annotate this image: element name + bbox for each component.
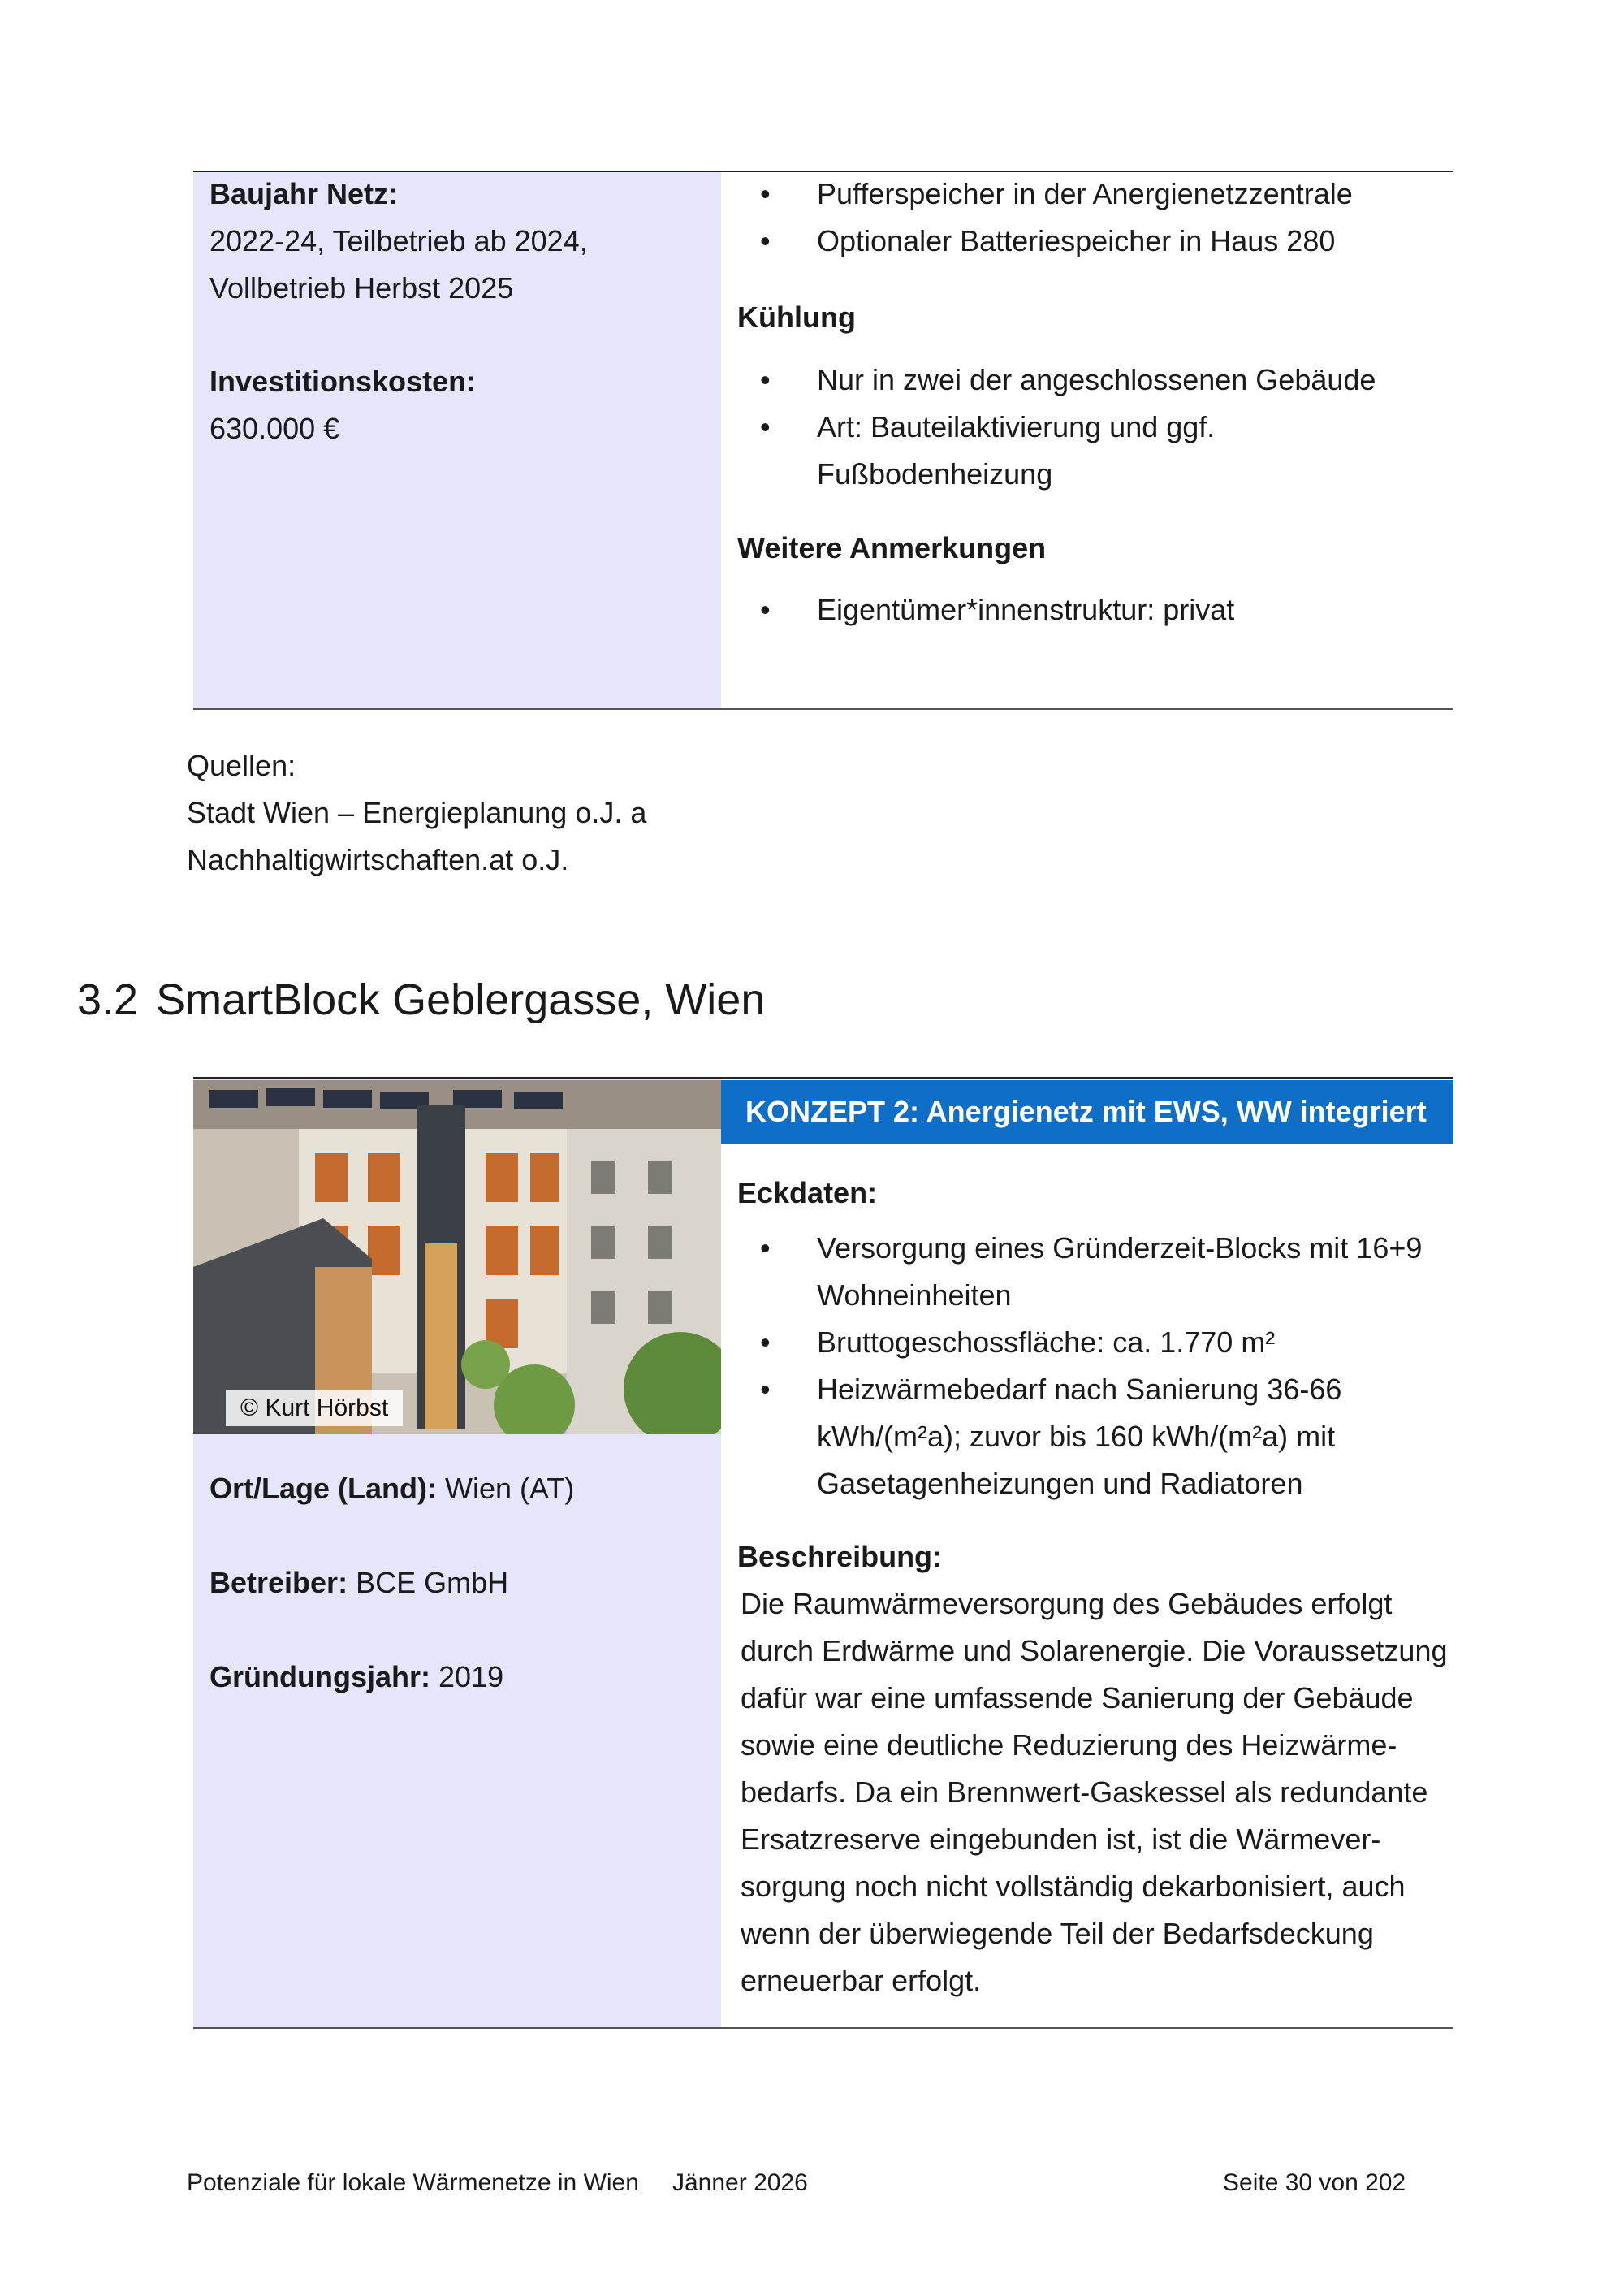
footer-page-number: Seite 30 von 202 [1223,2169,1406,2196]
operator-row [209,1559,713,1606]
section-heading [77,971,765,1028]
description-line: bedarfs. Da ein Brennwert-Gaskessel als redundante [741,1775,1428,1809]
building-photo-illustration [193,1080,721,1434]
list-item: • Bruttogeschossfläche: ca. 1.770 m² [737,1319,1452,1366]
description-line: erneuerbar erfolgt. [741,1964,982,1997]
founded-row [209,1654,713,1701]
source-item: Stadt Wien – Energieplanung o.J. a [187,796,647,829]
key-data-heading: Eckdaten: [737,1176,878,1209]
storage-list [737,171,1452,265]
storage-list-block [737,171,1452,265]
build-year-line-2: Vollbetrieb Herbst 2025 [209,271,514,305]
list-item-line: • Versorgung eines Gründerzeit-Blocks mit 16+9 [817,1231,1423,1265]
list-item [737,1225,1452,1319]
list-item: • Optionaler Batteriespeicher in Haus 280 [737,218,1452,265]
build-year-label: Baujahr Netz: [209,177,399,210]
build-year-block [209,171,713,312]
cooling-heading: Kühlung [737,301,856,334]
founded-label: Gründungsjahr: [209,1660,430,1693]
description-heading: Beschreibung: [737,1540,943,1573]
sources-block [187,742,918,884]
list-item: • Art: Bauteilaktivierung und ggf. [737,404,1452,451]
investment-block [209,358,713,452]
section-number: 3.2 [77,975,139,1024]
description-line: durch Erdwärme und Solarenergie. Die Voraussetzung [741,1634,1448,1667]
description-block [741,1580,1453,2004]
list-item: • Nur in zwei der angeschlossenen Gebäude [737,357,1452,404]
description-line: sorgung noch nicht vollständig dekarbonisiert, auch [741,1870,1406,1903]
source-item: Nachhaltigwirtschaften.at o.J. [187,843,569,876]
list-item [737,1366,1452,1507]
building-photo [193,1080,721,1434]
cooling-list-block [737,357,1452,498]
footer-date: Jänner 2026 [672,2169,808,2196]
investment-value: 630.000 € [209,412,340,445]
location-value: Wien (AT) [436,1472,575,1505]
footer-document-title: Potenziale für lokale Wärmenetze in Wien [187,2169,639,2196]
table2-bottom-rule [193,2027,1453,2029]
key-data-list [737,1225,1452,1507]
cooling-list [737,357,1452,451]
build-year-line-1: 2022-24, Teilbetrieb ab 2024, [209,224,588,257]
notes-list-block [737,586,1452,633]
location-label: Ort/Lage (Land): [209,1472,437,1505]
list-item-line: kWh/(m²a); zuvor bis 160 kWh/(m²a) mit [817,1420,1336,1453]
table1-bottom-rule [193,708,1453,710]
photo-credit: © Kurt Hörbst [226,1390,403,1426]
list-item: • Eigentümer*innenstruktur: privat [737,586,1452,633]
section-title: SmartBlock Geblergasse, Wien [156,975,766,1024]
description-line: wenn der überwiegende Teil der Bedarfsdeckung [741,1917,1374,1950]
operator-value: BCE GmbH [348,1566,509,1599]
sources-label: Quellen: [187,749,296,782]
operator-label: Betreiber: [209,1566,348,1599]
list-item-line: Wohneinheiten [817,1278,1012,1312]
notes-heading: Weitere Anmerkungen [737,531,1047,564]
list-item-continuation: Fußbodenheizung [817,457,1053,491]
key-data-list-block [737,1225,1452,1507]
investment-label: Investitionskosten: [209,365,477,398]
notes-list [737,586,1452,633]
description-line: Die Raumwärmeversorgung des Gebäudes erfolgt [741,1587,1393,1620]
description-line: sowie eine deutliche Reduzierung des Heizwärme- [741,1728,1397,1762]
list-item: • Pufferspeicher in der Anergienetzzentrale [737,171,1452,218]
list-item-line: • Heizwärmebedarf nach Sanierung 36-66 [817,1373,1342,1406]
concept-title-bar: KONZEPT 2: Anergienetz mit EWS, WW integriert [721,1080,1453,1144]
founded-value: 2019 [430,1660,504,1693]
list-item-line: Gasetagenheizungen und Radiatoren [817,1467,1303,1500]
location-row [209,1465,713,1512]
description-line: dafür war eine umfassende Sanierung der Gebäude [741,1681,1414,1714]
description-line: Ersatzreserve eingebunden ist, ist die Wärmever- [741,1823,1381,1856]
